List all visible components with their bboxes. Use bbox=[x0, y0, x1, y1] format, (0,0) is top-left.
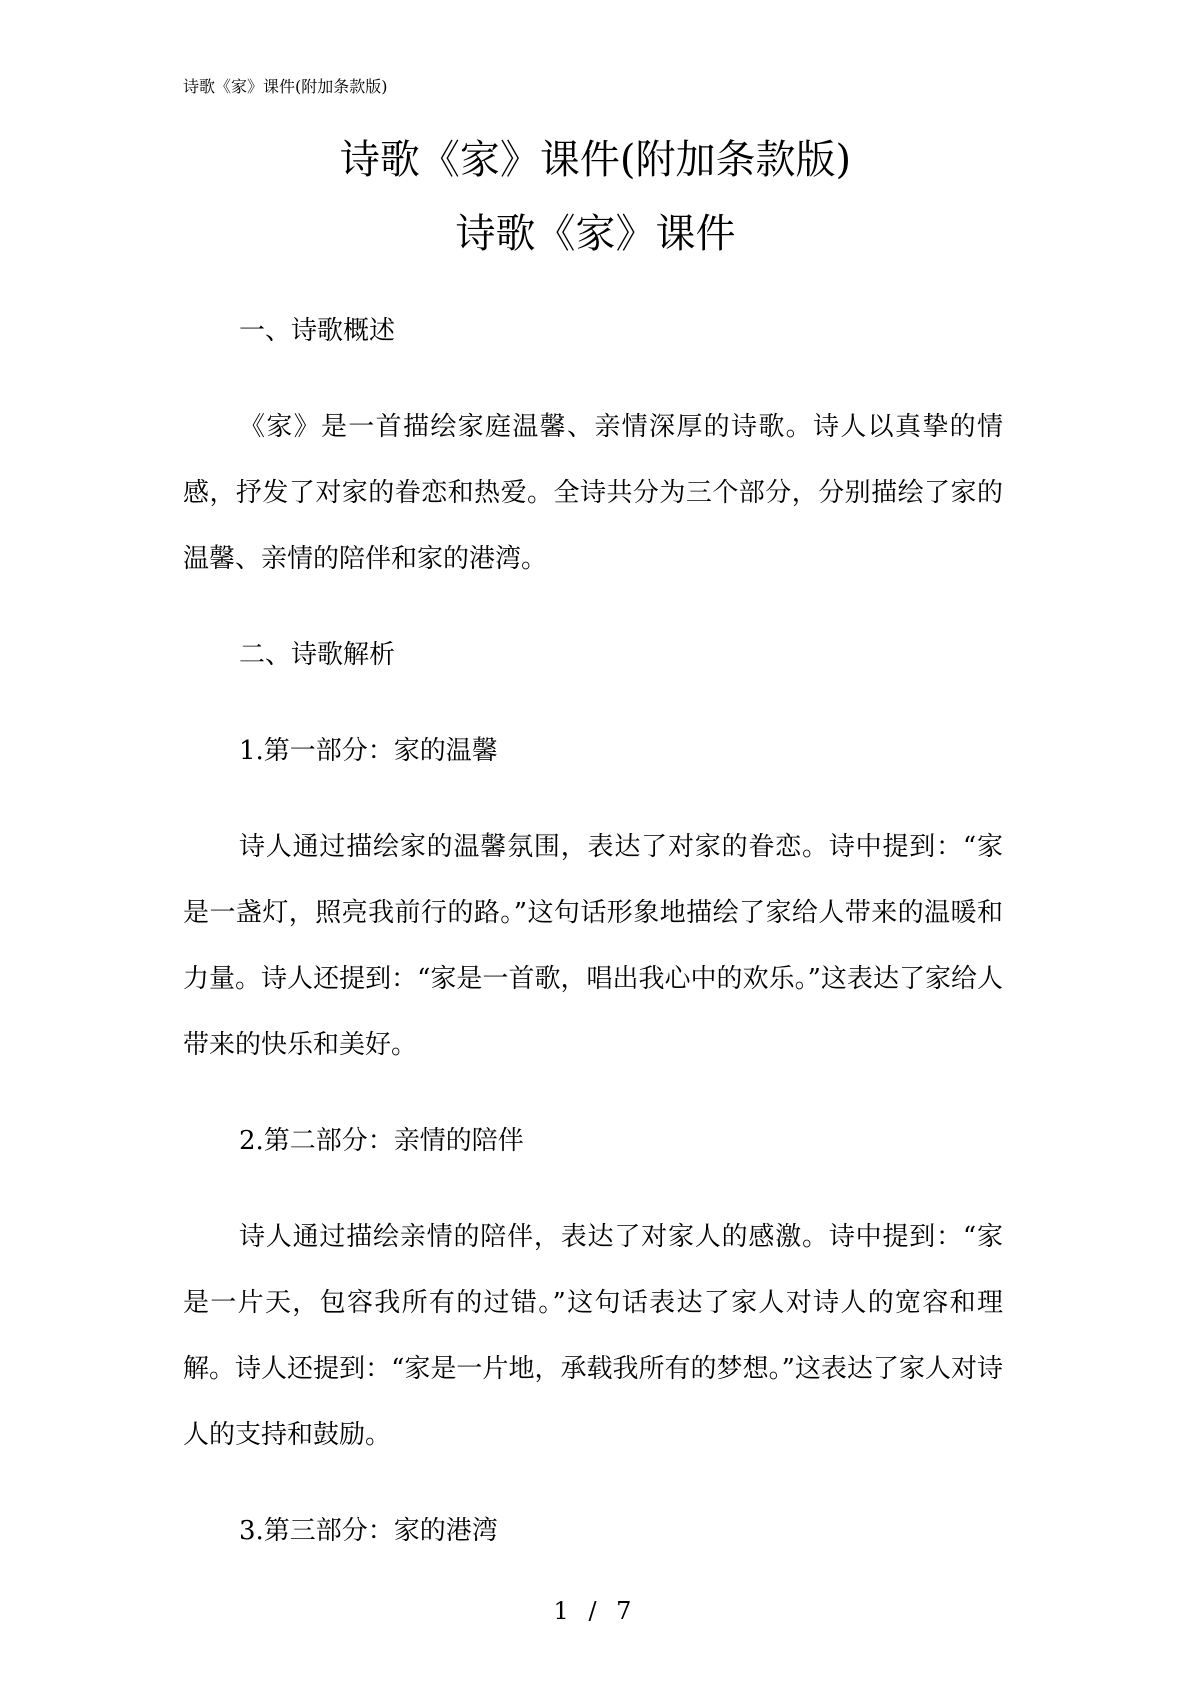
part2-paragraph: 诗人通过描绘亲情的陪伴，表达了对家人的感激。诗中提到：“家是一片天，包容我所有的过错。”这句话表达了家人对诗人的宽容和理解。诗人还提到：“家是一片地，承载我所有的梦想。”这表达了家人对诗人的支持和鼓励。 bbox=[183, 1222, 1003, 1450]
part2-heading: 2.第二部分：亲情的陪伴 bbox=[239, 1126, 524, 1156]
running-header: 诗歌《家》课件(附加条款版) bbox=[183, 77, 388, 96]
document-body bbox=[183, 298, 1003, 1594]
section-heading-analysis: 二、诗歌解析 bbox=[239, 640, 396, 670]
part1-heading: 1.第一部分：家的温馨 bbox=[239, 736, 498, 766]
part1-paragraph: 诗人通过描绘家的温馨氛围，表达了对家的眷恋。诗中提到：“家是一盏灯，照亮我前行的路。”这句话形象地描绘了家给人带来的温暖和力量。诗人还提到：“家是一首歌，唱出我心中的欢乐。”这表达了家给人带来的快乐和美好。 bbox=[183, 832, 1003, 1060]
document-title: 诗歌《家》课件(附加条款版) bbox=[339, 137, 852, 183]
overview-paragraph: 《家》是一首描绘家庭温馨、亲情深厚的诗歌。诗人以真挚的情感，抒发了对家的眷恋和热爱。全诗共分为三个部分，分别描绘了家的温馨、亲情的陪伴和家的港湾。 bbox=[183, 412, 1003, 574]
section-heading-overview: 一、诗歌概述 bbox=[239, 316, 396, 346]
part3-heading: 3.第三部分：家的港湾 bbox=[239, 1516, 498, 1546]
page-number: 1 / 7 bbox=[553, 1597, 638, 1625]
document-subtitle: 诗歌《家》课件 bbox=[455, 211, 736, 257]
